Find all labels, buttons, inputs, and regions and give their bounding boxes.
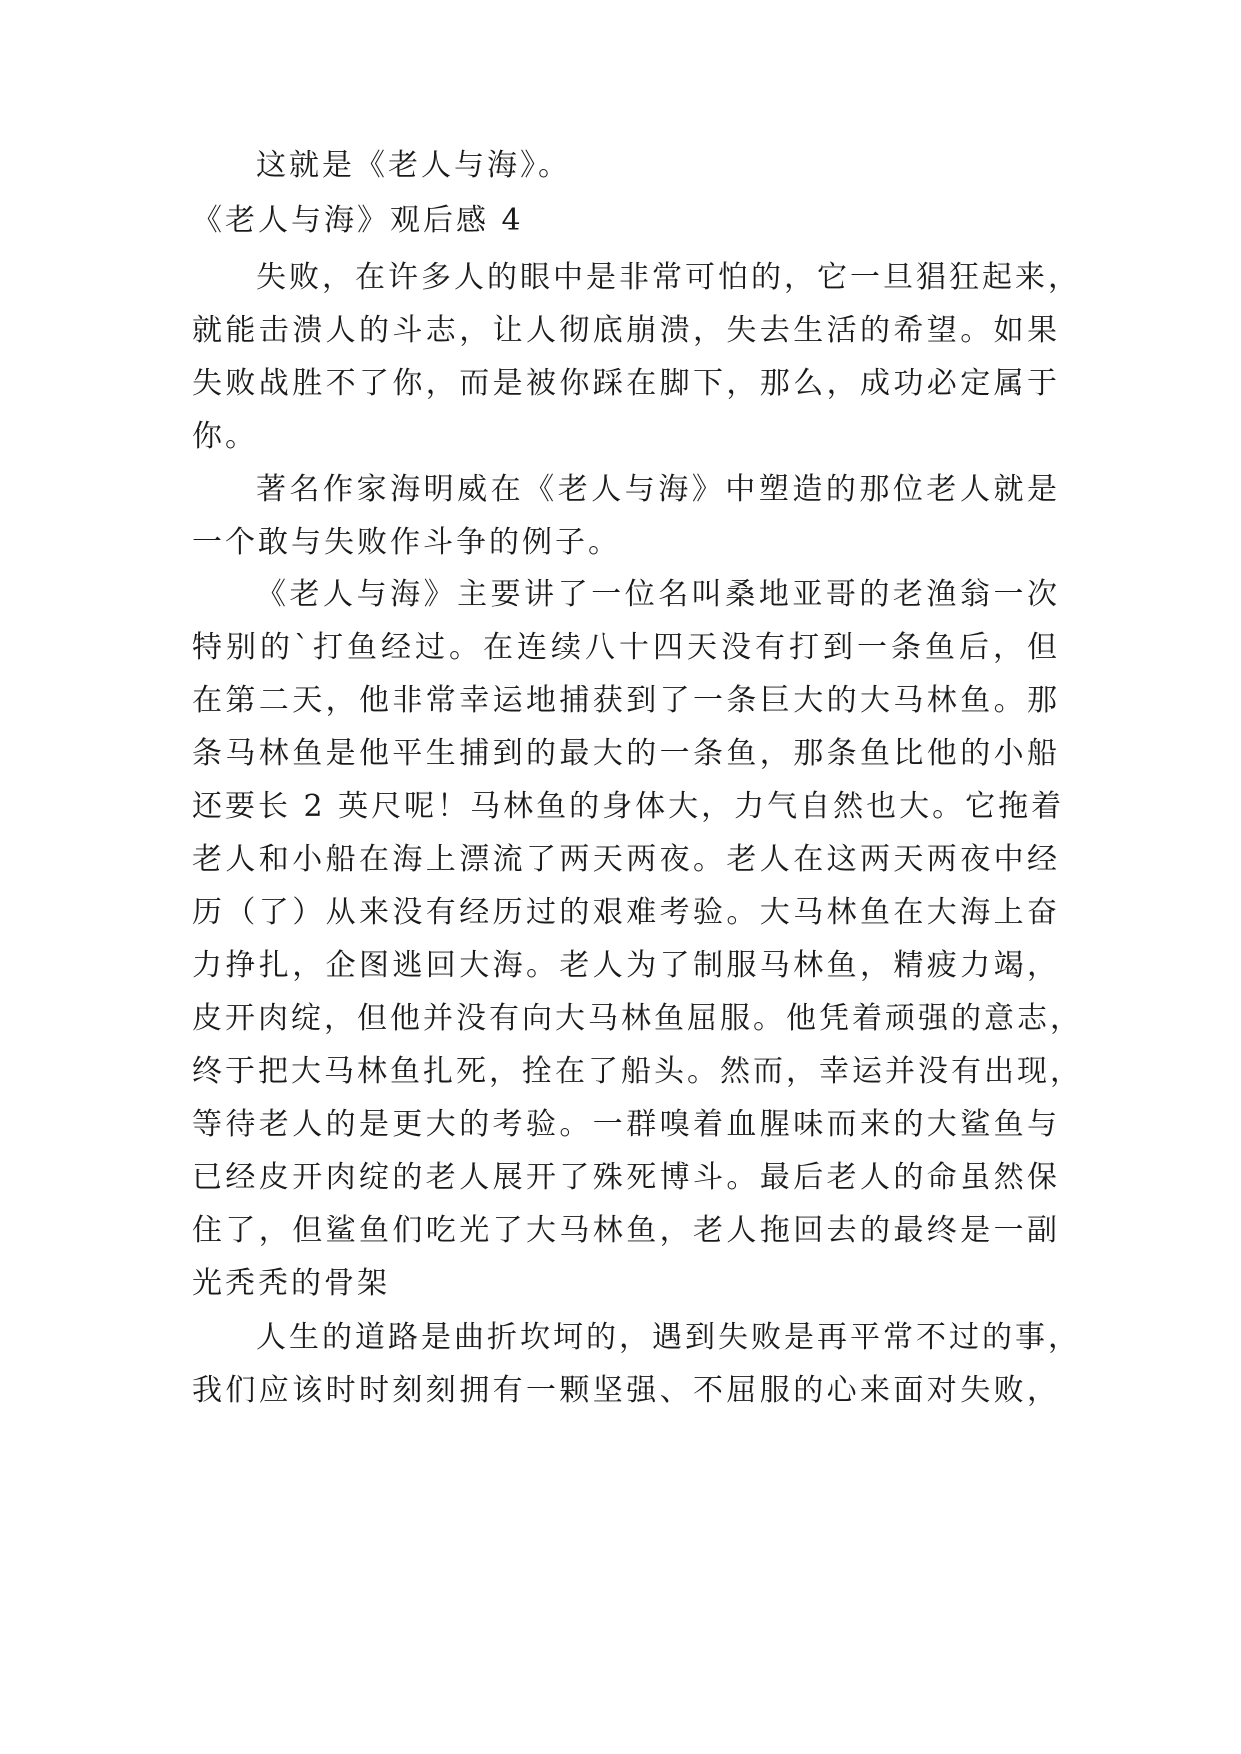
paragraph-3-line-9: 皮开肉绽，但他并没有向大马林鱼屈服。他凭着顽强的意志， — [192, 1001, 1083, 1036]
paragraph-3-line-8: 力挣扎，企图逃回大海。老人为了制服马林鱼，精疲力竭， — [192, 948, 1060, 983]
intro-line: 这就是《老人与海》。 — [256, 148, 571, 183]
paragraph-3-line-7: 历（了）从来没有经历过的艰难考验。大马林鱼在大海上奋 — [192, 895, 1060, 930]
paragraph-2-line-2: 一个敢与失败作斗争的例子。 — [192, 525, 621, 560]
paragraph-3-line-14: 光秃秃的骨架 — [192, 1266, 390, 1301]
paragraph-1-line-2: 就能击溃人的斗志，让人彻底崩溃，失去生活的希望。如果 — [192, 313, 1060, 348]
paragraph-2-line-1: 著名作家海明威在《老人与海》中塑造的那位老人就是 — [256, 472, 1060, 507]
paragraph-3-line-2: 特别的`打鱼经过。在连续八十四天没有打到一条鱼后，但 — [192, 630, 1060, 665]
paragraph-3-line-10: 终于把大马林鱼扎死，拴在了船头。然而，幸运并没有出现， — [192, 1054, 1083, 1089]
paragraph-3-line-3: 在第二天，他非常幸运地捕获到了一条巨大的大马林鱼。那 — [192, 683, 1060, 718]
paragraph-3-line-6: 老人和小船在海上漂流了两天两夜。老人在这两天两夜中经 — [192, 842, 1060, 877]
paragraph-3-line-4: 条马林鱼是他平生捕到的最大的一条鱼，那条鱼比他的小船 — [192, 736, 1060, 771]
paragraph-4-line-1: 人生的道路是曲折坎坷的，遇到失败是再平常不过的事， — [256, 1320, 1081, 1355]
paragraph-3-line-5: 还要长 2 英尺呢！马林鱼的身体大，力气自然也大。它拖着 — [192, 789, 1065, 824]
paragraph-1-line-4: 你。 — [192, 419, 258, 454]
section-heading: 《老人与海》观后感 4 — [192, 203, 524, 238]
paragraph-1-line-3: 失败战胜不了你，而是被你踩在脚下，那么，成功必定属于 — [192, 366, 1060, 401]
paragraph-3-line-1: 《老人与海》主要讲了一位名叫桑地亚哥的老渔翁一次 — [256, 577, 1060, 612]
paragraph-3-line-13: 住了，但鲨鱼们吃光了大马林鱼，老人拖回去的最终是一副 — [192, 1213, 1060, 1248]
paragraph-4-line-2: 我们应该时时刻刻拥有一颗坚强、不屈服的心来面对失败， — [192, 1373, 1060, 1408]
paragraph-1-line-1: 失败，在许多人的眼中是非常可怕的，它一旦猖狂起来， — [256, 260, 1081, 295]
paragraph-3-line-12: 已经皮开肉绽的老人展开了殊死博斗。最后老人的命虽然保 — [192, 1160, 1060, 1195]
paragraph-3-line-11: 等待老人的是更大的考验。一群嗅着血腥味而来的大鲨鱼与 — [192, 1107, 1060, 1142]
